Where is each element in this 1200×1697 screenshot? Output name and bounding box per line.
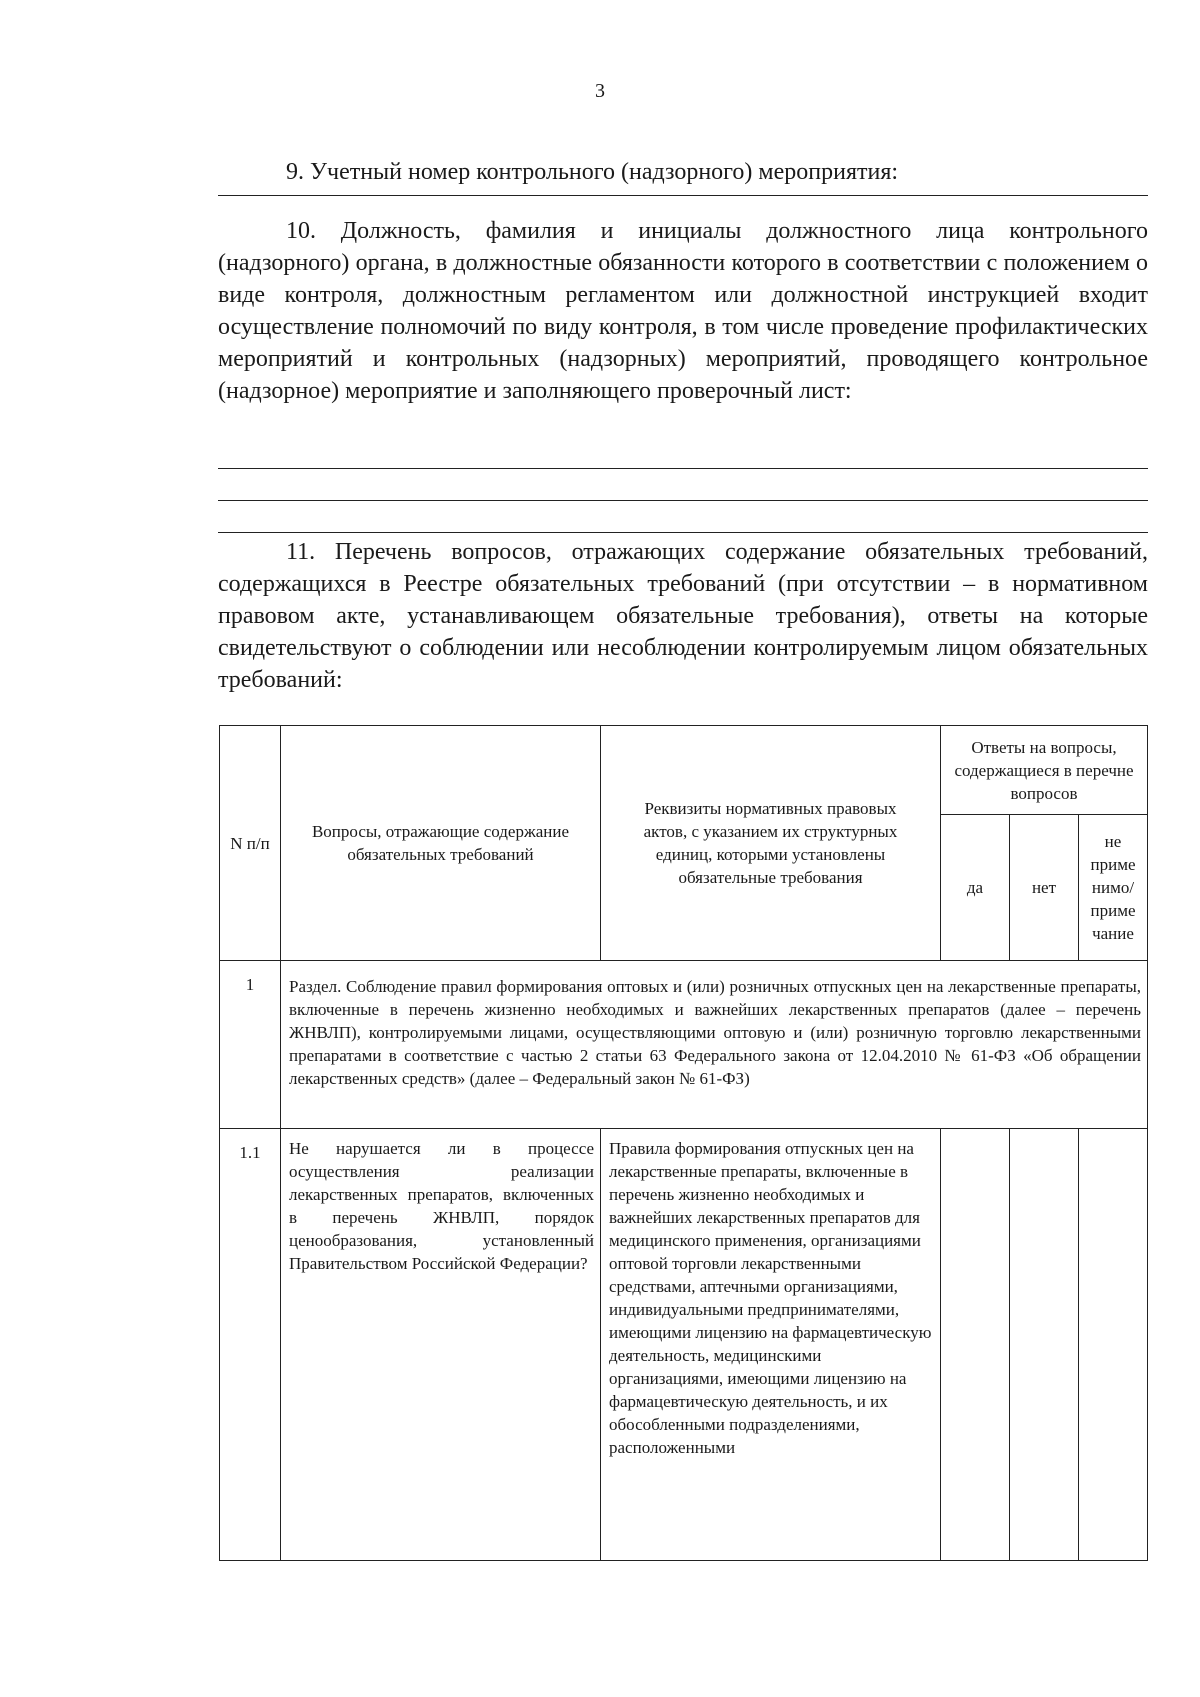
header-questions: Вопросы, отражающие содержание обязательных требований: [281, 726, 601, 961]
fill-line-item-10-1: [218, 468, 1148, 469]
page-number: 3: [595, 80, 605, 102]
table-row-1-1: [220, 1129, 1148, 1561]
row-1-1-answer-no[interactable]: [1010, 1129, 1079, 1561]
row-1-1-num: 1.1: [220, 1129, 281, 1561]
fill-line-item-10-2: [218, 500, 1148, 501]
item-10-official: [218, 215, 1148, 471]
row-1-num: 1: [220, 961, 281, 1129]
item-10-text: 10. Должность, фамилия и инициалы должностного лица контрольного (надзорного) органа, в должностные обязанности которого в соответствии с положением о виде контроля, должностным регламентом или должностной инструкцией входит осуществление полномочий по виду контроля, в том числе проведение профилактических мероприятий и контрольных (надзорных) мероприятий, проводящего контрольное (надзорное) мероприятие и заполняющего проверочный лист:: [218, 218, 1148, 404]
item-11-text: 11. Перечень вопросов, отражающих содержание обязательных требований, содержащихся в Реестре обязательных требований (при отсутствии – в нормативном правовом акте, устанавливающем обязательные требования), ответы на которые свидетельствуют о соблюдении или несоблюдении контролируемым лицом обязательных требований:: [218, 539, 1148, 693]
checklist-table: [219, 725, 1148, 1561]
table-header-row-1: [220, 726, 1148, 815]
header-not-applicable: не приме нимо/ приме чание: [1079, 815, 1148, 961]
fill-line-item-9: [218, 195, 1148, 196]
row-1-1-question: Не нарушается ли в процессе осуществления реализации лекарственных препаратов, включенных в перечень ЖНВЛП, порядок ценообразования, установленный Правительством Российской Федерации?: [281, 1129, 601, 1561]
fill-line-item-10-3: [218, 532, 1148, 533]
header-yes: да: [941, 815, 1010, 961]
header-num: N п/п: [220, 726, 281, 961]
item-11-questions-list: [218, 536, 1148, 726]
row-1-1-answer-yes[interactable]: [941, 1129, 1010, 1561]
header-requisites: Реквизиты нормативных правовых актов, с указанием их структурных единиц, которыми установлены обязательные требования: [601, 726, 941, 961]
row-1-section-title: Раздел. Соблюдение правил формирования оптовых и (или) розничных отпускных цен на лекарственные препараты, включенные в перечень жизненно необходимых и важнейших лекарственных препаратов (далее – перечень ЖНВЛП), контролируемыми лицами, осуществляющими оптовую и (или) розничную торговлю лекарственными препаратами в соответствие с частью 2 статьи 63 Федерального закона от 12.04.2010 № 61-ФЗ «Об обращении лекарственных средств» (далее – Федеральный закон № 61-ФЗ): [281, 961, 1148, 1129]
row-1-1-requisites: Правила формирования отпускных цен на лекарственные препараты, включенные в перечень жизненно необходимых и важнейших лекарственных препаратов для медицинского применения, организациями оптовой торговли лекарственными средствами, аптечными организациями, индивидуальными предпринимателями, имеющими лицензию на фармацевтическую деятельность, медицинскими организациями, имеющими лицензию на фармацевтическую деятельность, и их обособленными подразделениями, расположенными: [601, 1129, 941, 1561]
header-answers: Ответы на вопросы, содержащиеся в перечне вопросов: [941, 726, 1148, 815]
table-row-section-1: [220, 961, 1148, 1129]
item-9-accounting-number: [218, 156, 1148, 188]
header-no: нет: [1010, 815, 1079, 961]
item-9-text: 9. Учетный номер контрольного (надзорного) мероприятия:: [286, 159, 899, 185]
row-1-1-answer-not-applicable[interactable]: [1079, 1129, 1148, 1561]
